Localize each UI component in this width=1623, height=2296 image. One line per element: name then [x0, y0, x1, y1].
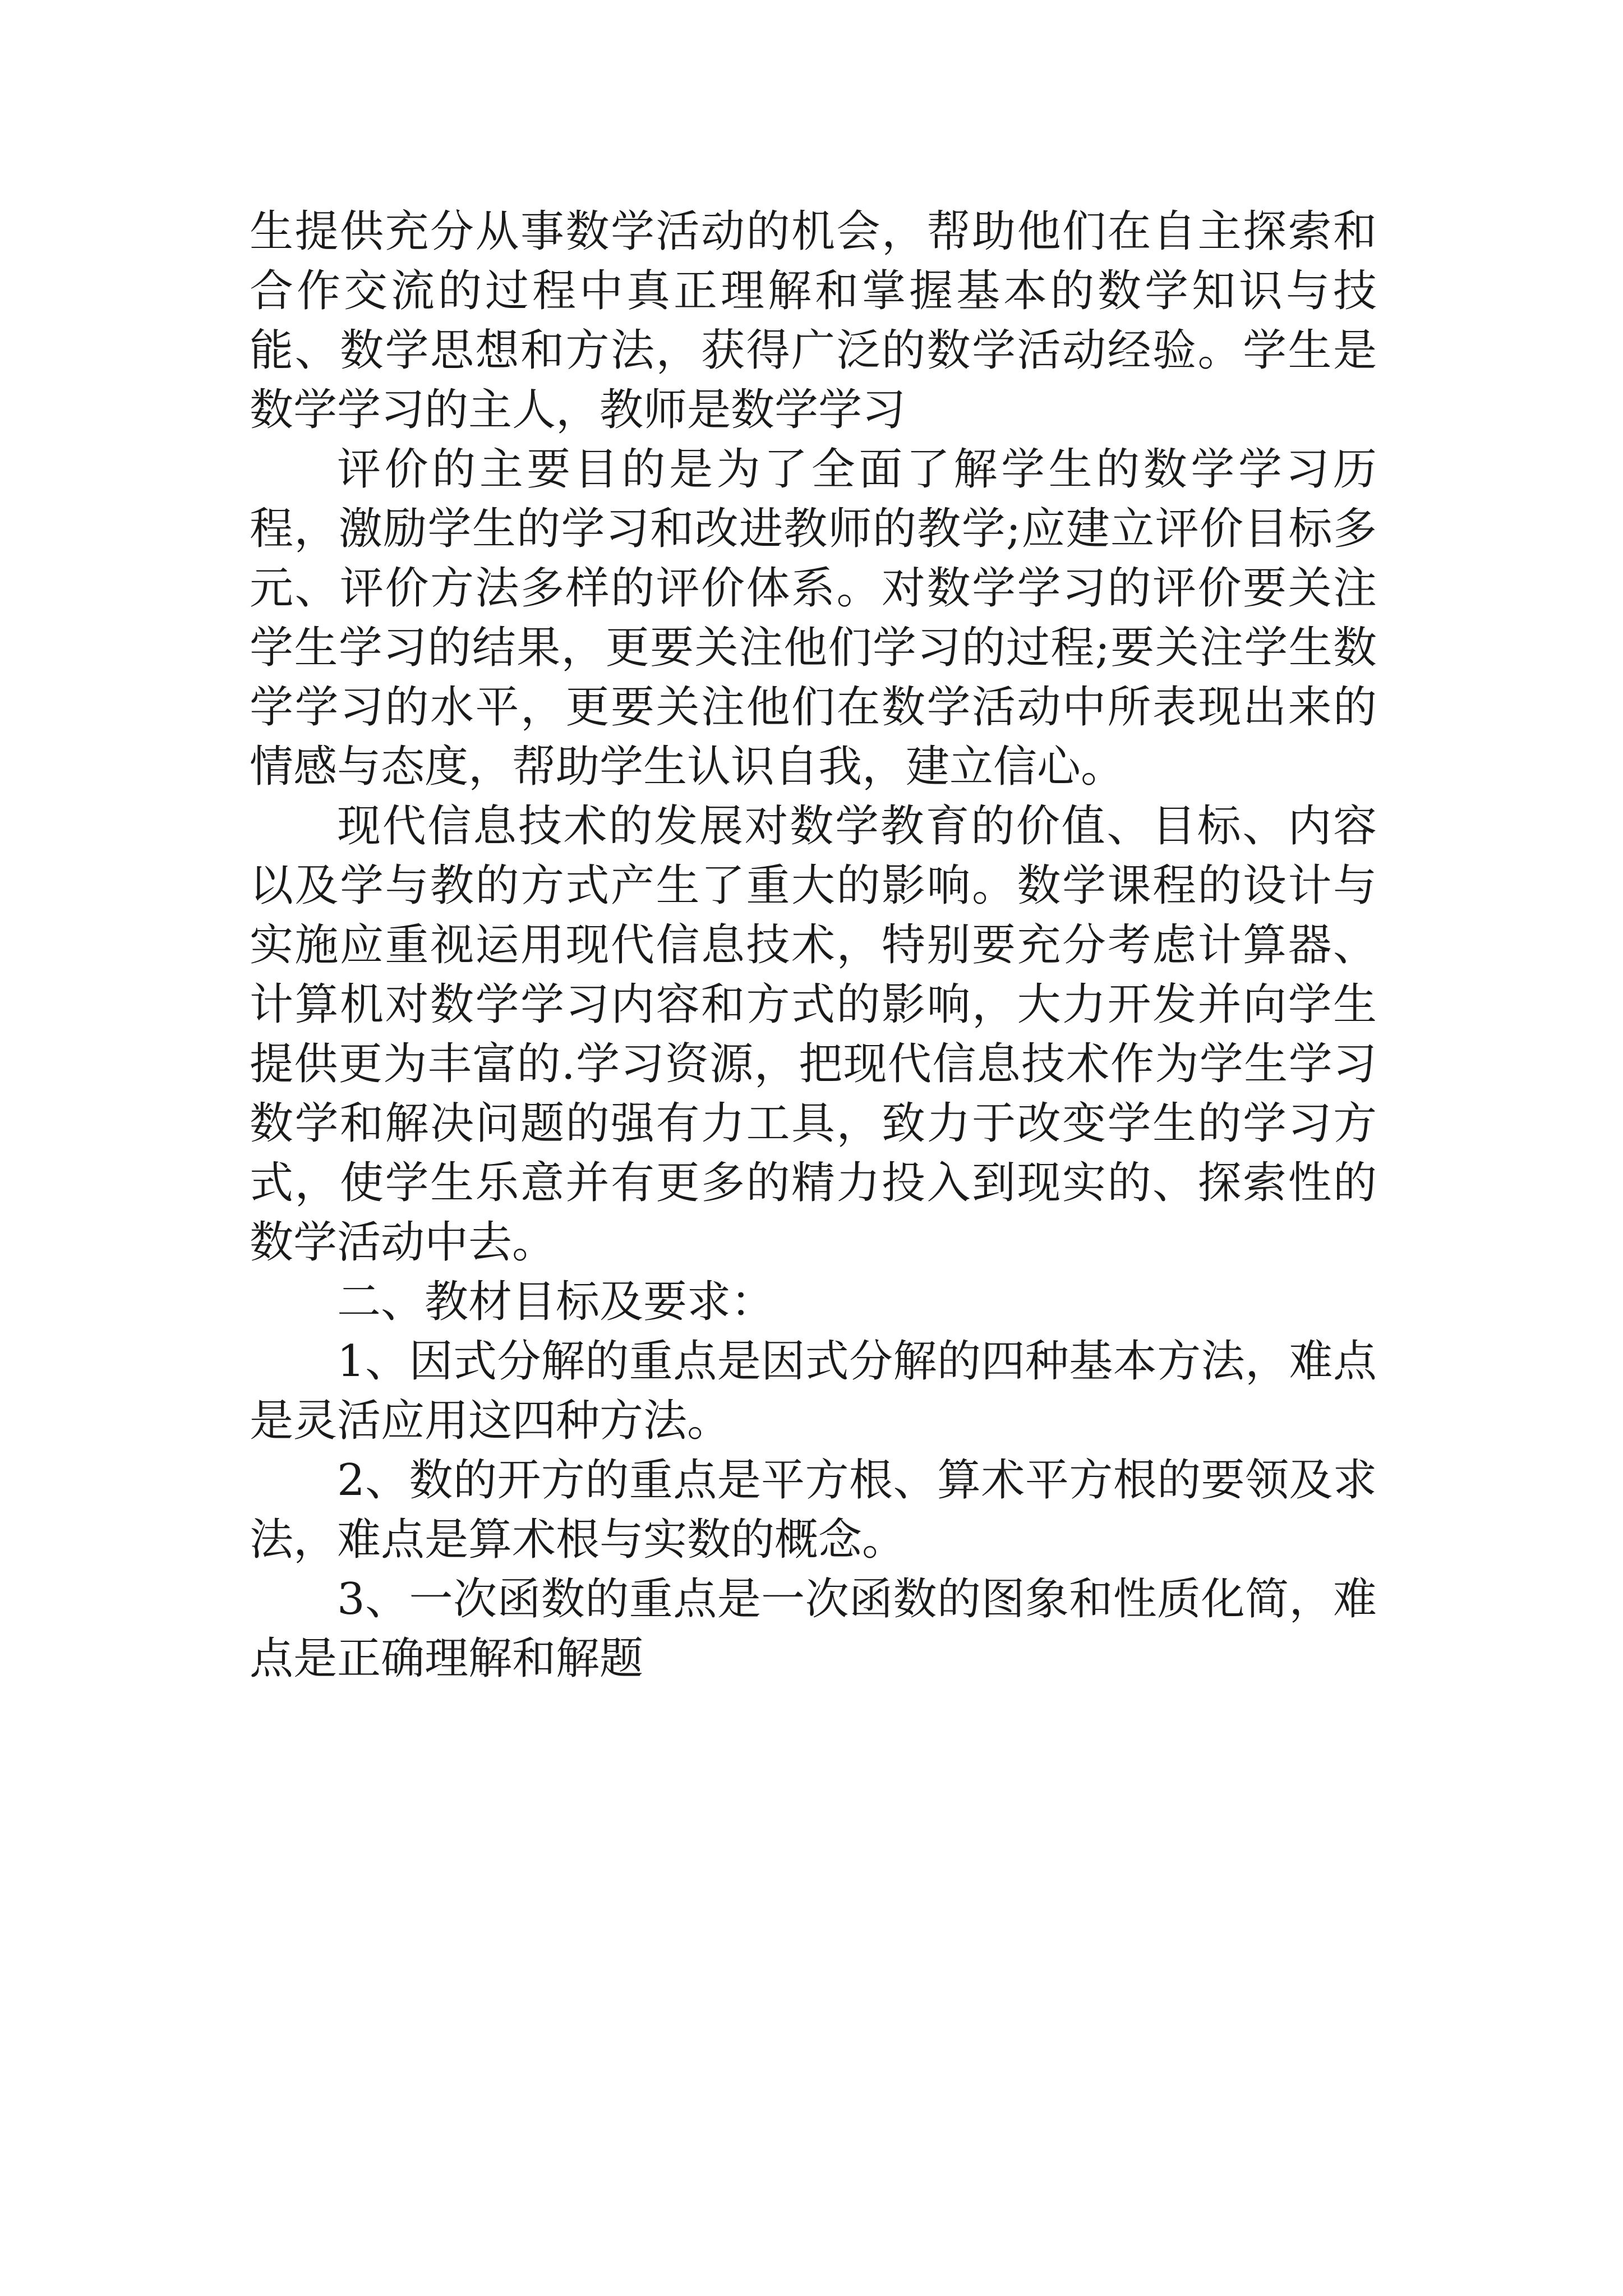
list-item-linear-function: 3、一次函数的重点是一次函数的图象和性质化简，难点是正确理解和解题: [250, 1574, 1377, 1684]
document-body: [250, 202, 1377, 1688]
section-heading-textbook-goals: 二、教材目标及要求：: [337, 1277, 775, 1327]
list-item-square-roots: 2、数的开方的重点是平方根、算术平方根的要领及求法，难点是算术根与实数的概念。: [250, 1455, 1377, 1565]
paragraph-evaluation: 评价的主要目的是为了全面了解学生的数学学习历程，激励学生的学习和改进教师的教学;应建立评价目标多元、评价方法多样的评价体系。对数学学习的评价要关注学生学习的结果，更要关注他们学习的过程;要关注学生数学学习的水平，更要关注他们在数学活动中所表现出来的情感与态度，帮助学生认识自我，建立信心。: [250, 444, 1377, 792]
paragraph-continuation: 生提供充分从事数学活动的机会，帮助他们在自主探索和合作交流的过程中真正理解和掌握基本的数学知识与技能、数学思想和方法，获得广泛的数学活动经验。学生是数学学习的主人，教师是数学学习: [250, 206, 1377, 435]
paragraph-information-technology: 现代信息技术的发展对数学教育的价值、目标、内容以及学与教的方式产生了重大的影响。数学课程的设计与实施应重视运用现代信息技术，特别要充分考虑计算器、计算机对数学学习内容和方式的影响，大力开发并向学生提供更为丰富的.学习资源，把现代信息技术作为学生学习数学和解决问题的强有力工具，致力于改变学生的学习方式，使学生乐意并有更多的精力投入到现实的、探索性的数学活动中去。: [250, 801, 1377, 1268]
list-item-factorization: 1、因式分解的重点是因式分解的四种基本方法，难点是灵活应用这四种方法。: [250, 1336, 1377, 1446]
